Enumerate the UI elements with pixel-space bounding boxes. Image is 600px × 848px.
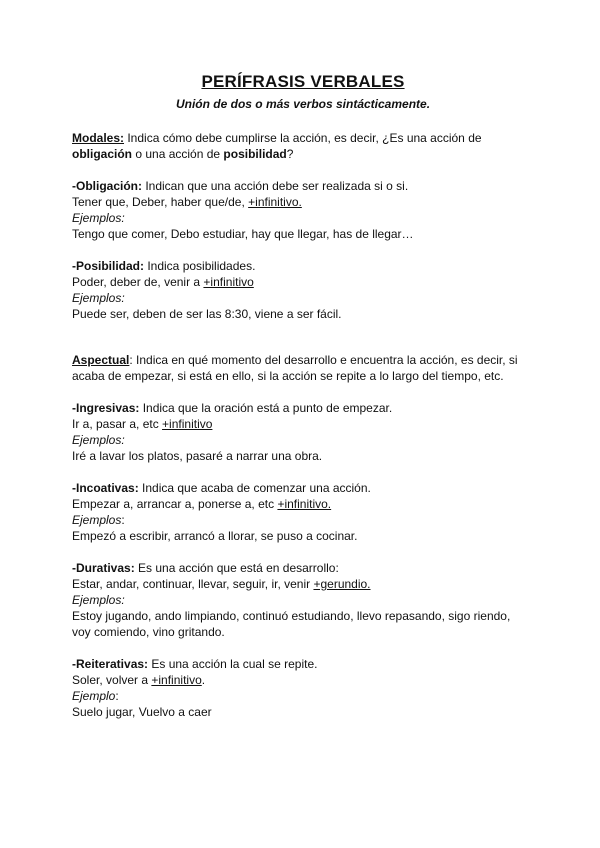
reiterativas-desc: Es una acción la cual se repite. bbox=[148, 657, 318, 671]
modales-heading: Modales: bbox=[72, 131, 125, 145]
obligacion-forms: Tener que, Deber, haber que/de, bbox=[72, 195, 249, 209]
reiterativas-examples-colon: : bbox=[115, 689, 119, 703]
incoativas-forms: Empezar a, arrancar a, ponerse a, etc bbox=[72, 497, 278, 511]
incoativas-rule: +infinitivo. bbox=[277, 497, 332, 511]
modales-bold-obligacion: obligación bbox=[72, 147, 132, 161]
durativas-forms: Estar, andar, continuar, llevar, seguir, ir, venir bbox=[72, 577, 314, 591]
modales-text-c: ? bbox=[286, 147, 294, 161]
modales-text-b: o una acción de bbox=[132, 147, 224, 161]
reiterativas-heading: -Reiterativas: bbox=[72, 657, 149, 671]
incoativas-examples-label: Ejemplos bbox=[72, 513, 122, 527]
posibilidad-rule: +infinitivo bbox=[203, 275, 254, 289]
section-modales bbox=[72, 130, 534, 162]
aspectual-text-a: : Indica en qué momento del desarrollo e encuentra la acción, es decir, si bbox=[129, 353, 518, 367]
incoativas-examples-colon: : bbox=[121, 513, 125, 527]
obligacion-examples: Tengo que comer, Debo estudiar, hay que llegar, has de llegar… bbox=[72, 227, 414, 241]
section-durativas bbox=[72, 560, 534, 640]
section-posibilidad bbox=[72, 258, 534, 322]
durativas-desc: Es una acción que está en desarrollo: bbox=[134, 561, 339, 575]
section-aspectual bbox=[72, 352, 534, 384]
obligacion-heading: -Obligación: bbox=[72, 179, 142, 193]
reiterativas-examples-label: Ejemplo bbox=[72, 689, 116, 703]
incoativas-heading: -Incoativas: bbox=[72, 481, 139, 495]
posibilidad-forms: Poder, deber de, venir a bbox=[72, 275, 204, 289]
reiterativas-rule-end: . bbox=[201, 673, 206, 687]
reiterativas-forms: Soler, volver a bbox=[72, 673, 152, 687]
posibilidad-examples-label: Ejemplos: bbox=[72, 291, 125, 305]
durativas-examples-label: Ejemplos: bbox=[72, 593, 125, 607]
incoativas-desc: Indica que acaba de comenzar una acción. bbox=[138, 481, 371, 495]
durativas-heading: -Durativas: bbox=[72, 561, 135, 575]
modales-bold-posibilidad: posibilidad bbox=[223, 147, 287, 161]
modales-text-a: Indica cómo debe cumplirse la acción, es decir, ¿Es una acción de bbox=[124, 131, 482, 145]
posibilidad-heading: -Posibilidad: bbox=[72, 259, 144, 273]
section-incoativas bbox=[72, 480, 534, 544]
document-page bbox=[72, 72, 534, 720]
ingresivas-forms: Ir a, pasar a, etc bbox=[72, 417, 163, 431]
durativas-rule: +gerundio. bbox=[313, 577, 371, 591]
obligacion-examples-label: Ejemplos: bbox=[72, 211, 125, 225]
durativas-examples-line-2: voy comiendo, vino gritando. bbox=[72, 625, 225, 639]
ingresivas-rule: +infinitivo bbox=[162, 417, 213, 431]
ingresivas-desc: Indica que la oración está a punto de empezar. bbox=[139, 401, 393, 415]
ingresivas-heading: -Ingresivas: bbox=[72, 401, 140, 415]
reiterativas-examples: Suelo jugar, Vuelvo a caer bbox=[72, 705, 212, 719]
posibilidad-examples: Puede ser, deben de ser las 8:30, viene a ser fácil. bbox=[72, 307, 342, 321]
section-obligacion bbox=[72, 178, 534, 242]
page-title: PERÍFRASIS VERBALES bbox=[201, 72, 405, 91]
posibilidad-desc: Indica posibilidades. bbox=[144, 259, 256, 273]
aspectual-heading: Aspectual bbox=[72, 353, 130, 367]
section-reiterativas bbox=[72, 656, 534, 720]
aspectual-text-b: acaba de empezar, si está en ello, si la acción se repite a lo largo del tiempo, etc. bbox=[72, 369, 504, 383]
ingresivas-examples: Iré a lavar los platos, pasaré a narrar una obra. bbox=[72, 449, 323, 463]
page-subtitle: Unión de dos o más verbos sintácticamente. bbox=[175, 97, 431, 111]
durativas-examples-line-1: Estoy jugando, ando limpiando, continuó estudiando, llevo repasando, sigo riendo, bbox=[72, 609, 511, 623]
incoativas-examples: Empezó a escribir, arrancó a llorar, se puso a cocinar. bbox=[72, 529, 358, 543]
reiterativas-rule: +infinitivo bbox=[151, 673, 202, 687]
ingresivas-examples-label: Ejemplos: bbox=[72, 433, 125, 447]
obligacion-rule: +infinitivo. bbox=[248, 195, 302, 209]
obligacion-desc: Indican que una acción debe ser realizada si o si. bbox=[142, 179, 409, 193]
section-ingresivas bbox=[72, 400, 534, 464]
